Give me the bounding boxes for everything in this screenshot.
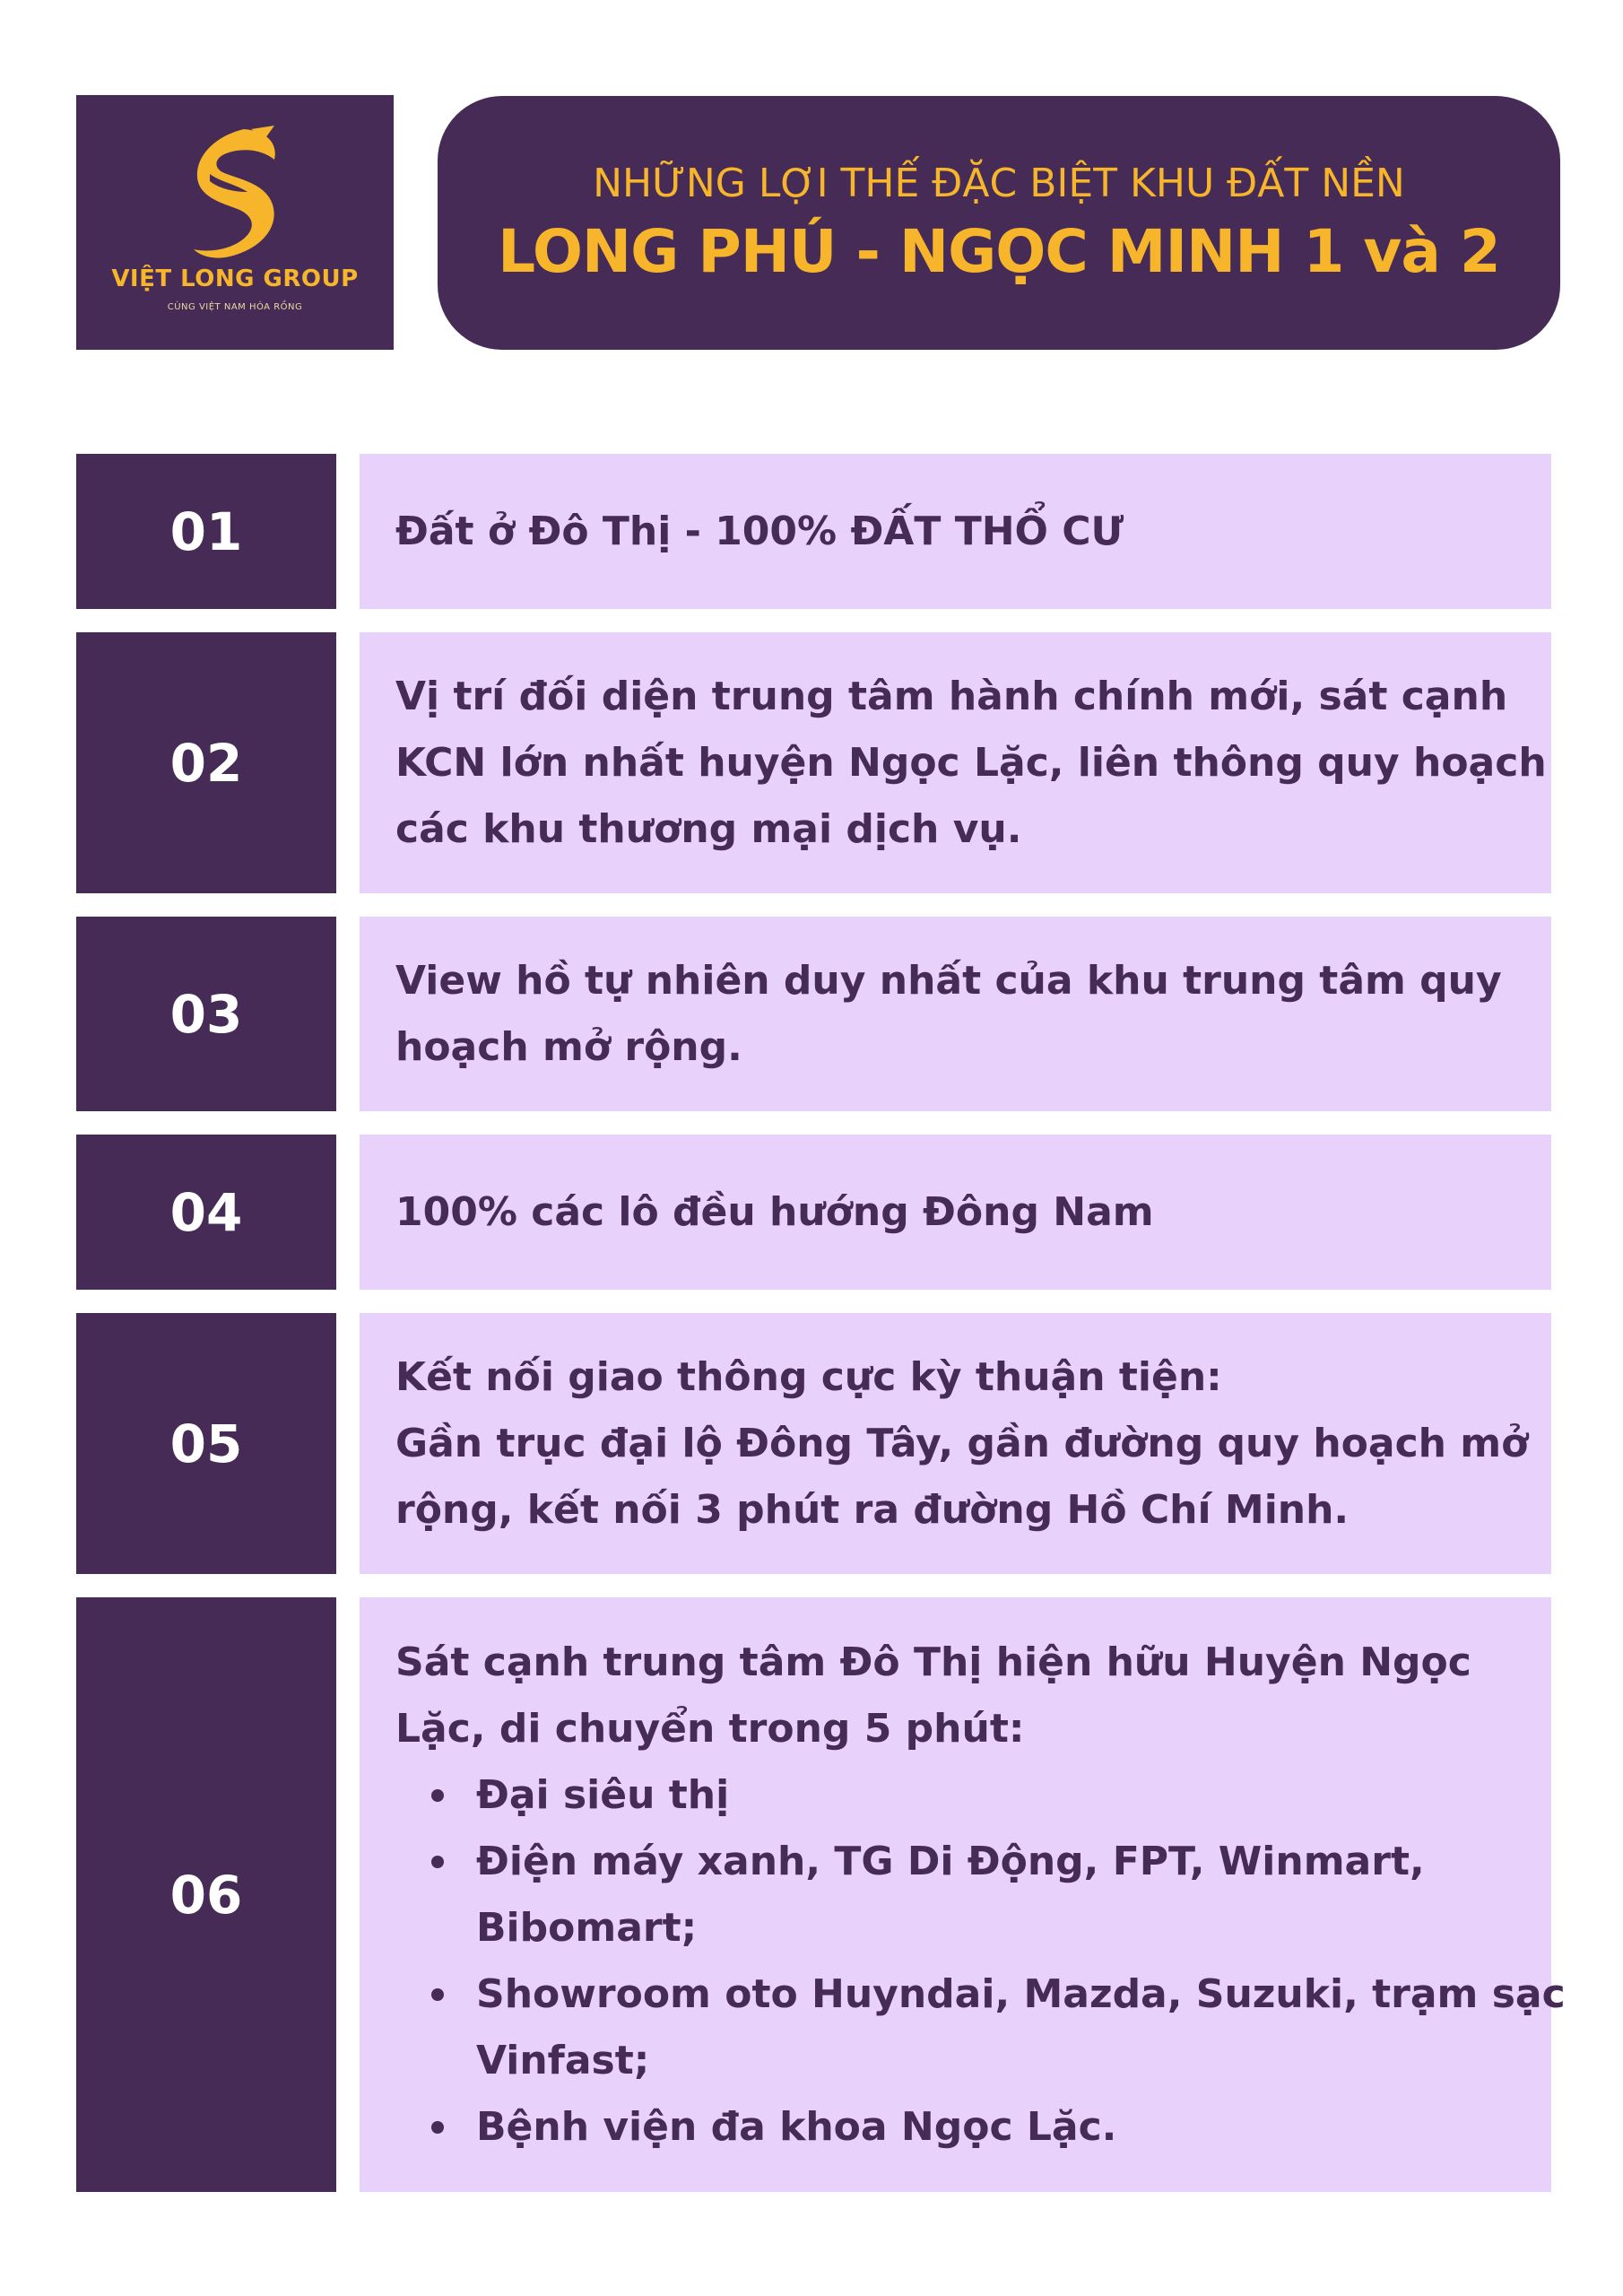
item-text-line: View hồ tự nhiên duy nhất của khu trung tâm quy — [395, 957, 1502, 1004]
list-item — [395, 1829, 1533, 1961]
advantage-item-01 — [76, 454, 1551, 609]
advantage-item-04 — [76, 1135, 1551, 1290]
item-text-line: Lặc, di chuyển trong 5 phút: — [395, 1705, 1025, 1752]
list-item-line: Bibomart; — [476, 1904, 698, 1951]
header-subtitle: NHỮNG LỢI THẾ ĐẶC BIỆT KHU ĐẤT NỀN — [593, 161, 1405, 206]
item-text-line: hoạch mở rộng. — [395, 1023, 742, 1070]
company-logo — [76, 95, 394, 350]
item-number: 05 — [76, 1313, 336, 1574]
advantage-item-02 — [76, 632, 1551, 893]
item-text-line: Vị trí đối diện trung tâm hành chính mới, sát cạnh — [395, 673, 1508, 719]
amenities-list — [395, 1762, 1566, 2161]
header-banner — [438, 96, 1560, 350]
list-item-line: Bệnh viện đa khoa Ngọc Lặc. — [476, 2103, 1117, 2150]
list-item-line: Vinfast; — [476, 2037, 650, 2083]
item-number: 01 — [76, 454, 336, 609]
item-number: 04 — [76, 1135, 336, 1290]
dragon-s-logo-icon — [188, 126, 282, 260]
item-text-line: Gần trục đại lộ Đông Tây, gần đường quy hoạch mở — [395, 1420, 1529, 1466]
item-number: 03 — [76, 917, 336, 1111]
list-item-line: Showroom oto Huyndai, Mazda, Suzuki, trạm sạc — [476, 1970, 1566, 2017]
logo-company-name: VIỆT LONG GROUP — [111, 265, 359, 292]
item-text — [360, 632, 1551, 893]
item-number: 02 — [76, 632, 336, 893]
item-text — [360, 1597, 1566, 2192]
item-text — [360, 1313, 1551, 1574]
item-text-line: 100% các lô đều hướng Đông Nam — [395, 1188, 1154, 1235]
logo-tagline: CÙNG VIỆT NAM HÓA RỒNG — [167, 302, 303, 312]
item-text-line: Đất ở Đô Thị - 100% ĐẤT THỔ CƯ — [395, 508, 1124, 554]
item-text — [360, 917, 1551, 1111]
list-item — [395, 1762, 1533, 1829]
page-title: LONG PHÚ - NGỌC MINH 1 và 2 — [498, 217, 1500, 286]
advantage-item-06 — [76, 1597, 1566, 2192]
advantage-item-05 — [76, 1313, 1551, 1574]
item-text-line: KCN lớn nhất huyện Ngọc Lặc, liên thông quy hoạch — [395, 739, 1547, 786]
list-item-line: Đại siêu thị — [476, 1771, 730, 1818]
item-text — [360, 1135, 1551, 1290]
list-item — [395, 1961, 1566, 2094]
item-text-line: rộng, kết nối 3 phút ra đường Hồ Chí Minh. — [395, 1486, 1350, 1533]
item-text-line: Kết nối giao thông cực kỳ thuận tiện: — [395, 1353, 1222, 1400]
item-number: 06 — [76, 1597, 336, 2192]
list-item-line: Điện máy xanh, TG Di Động, FPT, Winmart, — [476, 1838, 1425, 1884]
list-item — [395, 2094, 1533, 2161]
item-text-line: các khu thương mại dịch vụ. — [395, 805, 1022, 852]
item-text — [360, 454, 1551, 609]
item-text-line: Sát cạnh trung tâm Đô Thị hiện hữu Huyện Ngọc — [395, 1639, 1471, 1685]
advantage-item-03 — [76, 917, 1551, 1111]
